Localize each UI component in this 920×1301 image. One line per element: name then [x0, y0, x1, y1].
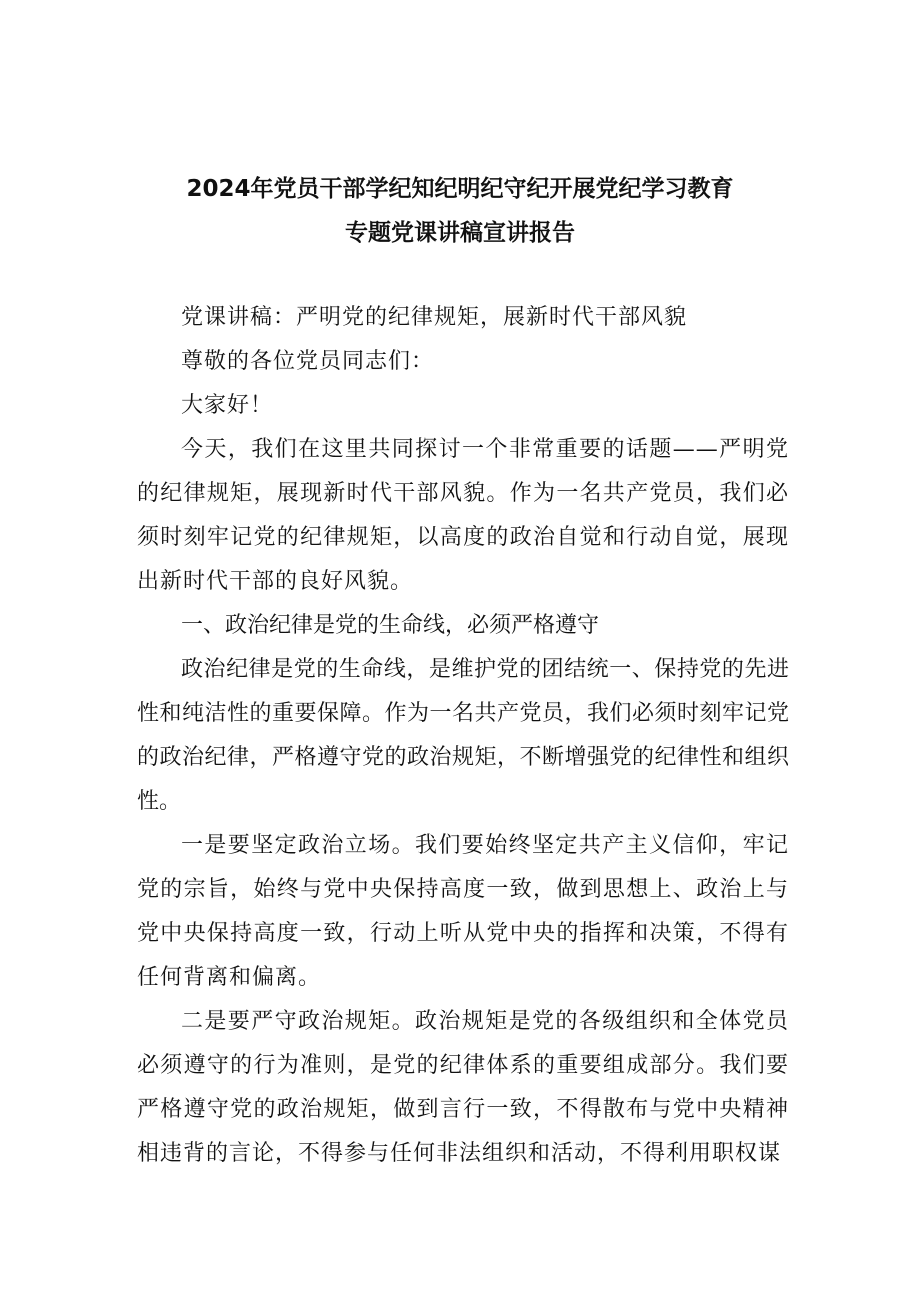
intro-paragraph: 今天，我们在这里共同探讨一个非常重要的话题——严明党的纪律规矩，展现新时代干部风貌。作为一名共产党员，我们必须时刻牢记党的纪律规矩，以高度的政治自觉和行动自觉，展现出新时代干部的良好风貌。 — [137, 437, 789, 594]
section-1-paragraph: 政治纪律是党的生命线，是维护党的团结统一、保持党的先进性和纯洁性的重要保障。作为一名共产党员，我们必须时刻牢记党的政治纪律，严格遵守党的政治规矩，不断增强党的纪律性和组织性。 — [137, 657, 789, 814]
salutation: 尊敬的各位党员同志们： — [181, 349, 435, 374]
section-1-heading: 一、政治纪律是党的生命线，必须严格遵守 — [181, 613, 600, 638]
point-1-paragraph: 一是要坚定政治立场。我们要始终坚定共产主义信仰，牢记党的宗旨，始终与党中央保持高度一致，做到思想上、政治上与党中央保持高度一致，行动上听从党中央的指挥和决策，不得有任何背离和偏离。 — [137, 833, 789, 990]
point-2-paragraph: 二是要严守政治规矩。政治规矩是党的各级组织和全体党员必须遵守的行为准则，是党的纪律体系的重要组成部分。我们要严格遵守党的政治规矩，做到言行一致，不得散布与党中央精神相违背的言论，不得参与任何非法组织和活动，不得利用职权谋 — [137, 1009, 789, 1166]
greeting: 大家好！ — [181, 393, 274, 418]
document-title-line-1: 2024年党员干部学纪知纪明纪守纪开展党纪学习教育 — [186, 176, 734, 202]
lecture-subtitle: 党课讲稿：严明党的纪律规矩，展新时代干部风貌 — [181, 305, 688, 330]
document-title-line-2: 专题党课讲稿宣讲报告 — [345, 220, 575, 246]
